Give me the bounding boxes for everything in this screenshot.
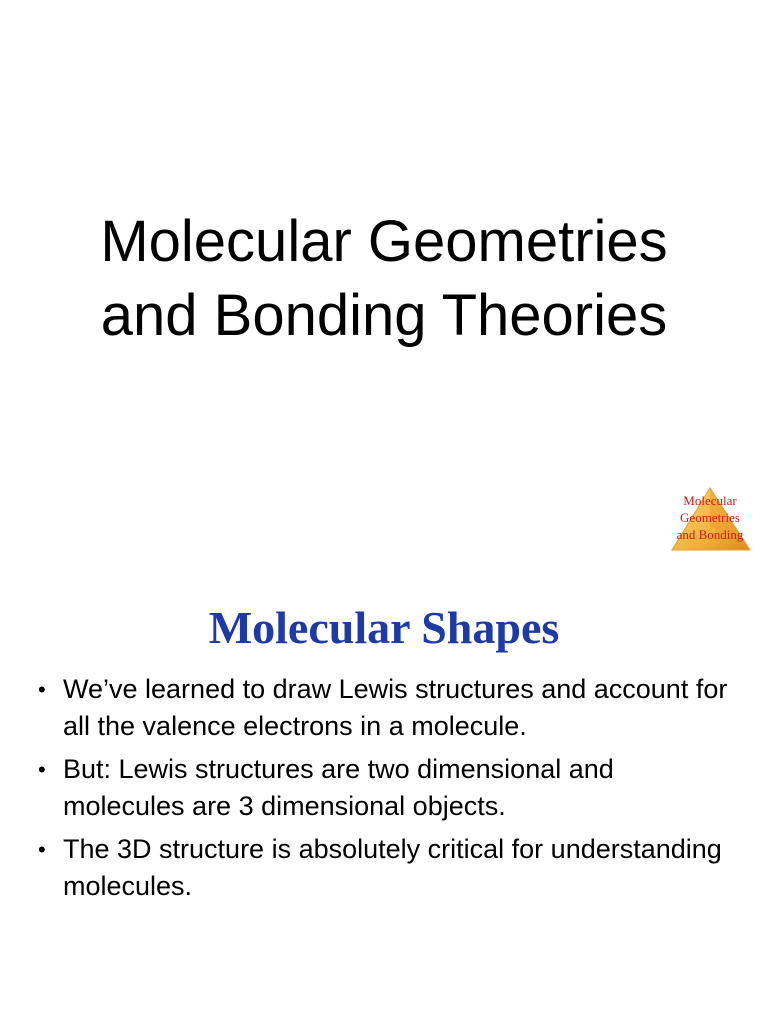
bullet-item (36, 671, 736, 745)
logo-text-line-1: Molecular (683, 493, 737, 508)
logo-text-line-2: Geometries (680, 510, 740, 525)
slide-title-line-1: Molecular Geometries (100, 209, 668, 274)
slide-title (0, 205, 768, 353)
logo-text (668, 492, 752, 543)
bullet-list (36, 671, 736, 911)
slide-title-line-2: and Bonding Theories (100, 283, 668, 348)
bullet-item (36, 831, 736, 905)
logo-text-line-3: and Bonding (676, 527, 744, 542)
bullet-item (36, 751, 736, 825)
molecular-geometries-logo (668, 486, 754, 552)
bullet-text: We’ve learned to draw Lewis structures and account for all the valence electrons in a molecule. (63, 674, 728, 741)
section-heading: Molecular Shapes (208, 602, 560, 653)
bullet-icon: • (38, 837, 46, 862)
bullet-text: But: Lewis structures are two dimensional and molecules are 3 dimensional objects. (63, 754, 614, 821)
bullet-text: The 3D structure is absolutely critical for understanding molecules. (63, 834, 722, 901)
bullet-icon: • (38, 677, 46, 702)
bullet-icon: • (38, 757, 46, 782)
